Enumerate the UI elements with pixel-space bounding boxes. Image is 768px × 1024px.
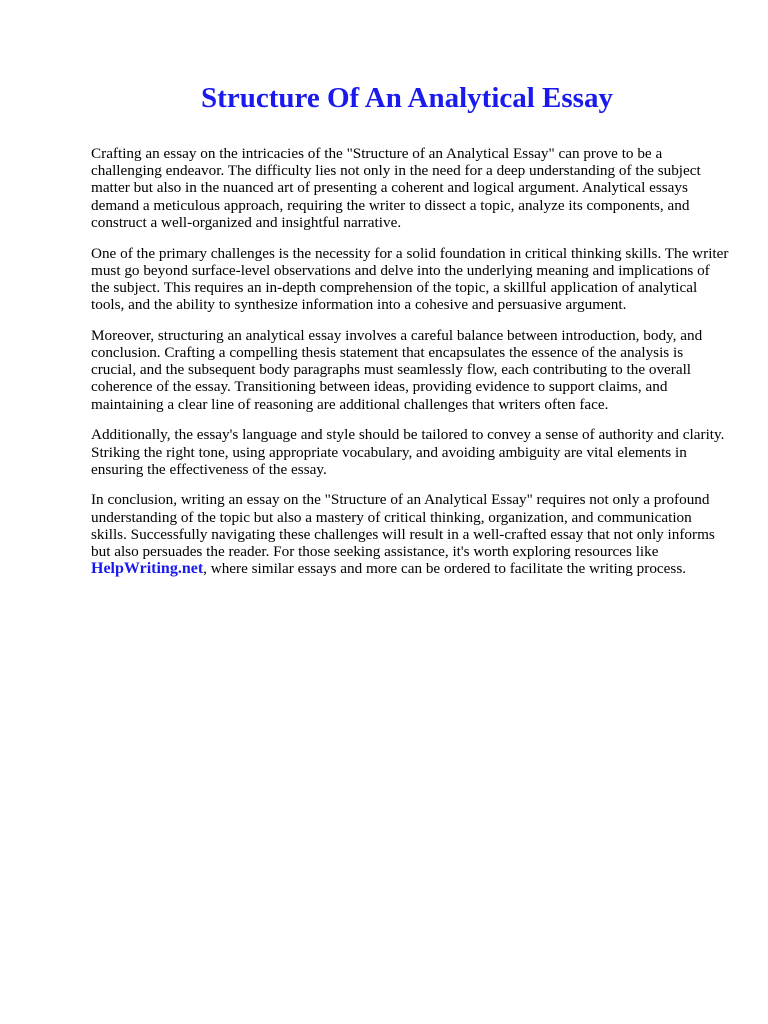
paragraph-critical-thinking: One of the primary challenges is the necessity for a solid foundation in critical thinking skills. The writer must go beyond surface-level observations and delve into the underlying meaning and implications of the subject. This requires an in-depth comprehension of the topic, a skillful application of analytical tools, and the ability to synthesize information into a cohesive and persuasive argument. — [91, 244, 729, 314]
essay-body — [91, 145, 731, 591]
conclusion-text-after-link: , where similar essays and more can be ordered to facilitate the writing process. — [203, 560, 687, 578]
conclusion-text-before-link: In conclusion, writing an essay on the "Structure of an Analytical Essay" requires not only a profound understanding of the topic but also a mastery of critical thinking, organization, and communication skills. Successfully navigating these challenges will result in a well-crafted essay that not only informs but also persuades the reader. For those seeking assistance, it's worth exploring resources like — [91, 491, 715, 561]
paragraph-structure: Moreover, structuring an analytical essay involves a careful balance between introduction, body, and conclusion. Crafting a compelling thesis statement that encapsulates the essence of the analysis is crucial, and the subsequent body paragraphs must seamlessly flow, each contributing to the overall coherence of the essay. Transitioning between ideas, providing evidence to support claims, and maintaining a clear line of reasoning are additional challenges that writers often face. — [91, 326, 703, 413]
paragraph-intro: Crafting an essay on the intricacies of the "Structure of an Analytical Essay" can prove to be a challenging endeavor. The difficulty lies not only in the need for a deep understanding of the subject matter but also in the nuanced art of presenting a coherent and logical argument. Analytical essays demand a meticulous approach, requiring the writer to dissect a topic, analyze its components, and construct a well-organized and insightful narrative. — [91, 145, 701, 231]
paragraph-conclusion — [91, 491, 731, 577]
helpwriting-link[interactable]: HelpWriting.net — [91, 560, 204, 578]
paragraph-language-style: Additionally, the essay's language and style should be tailored to convey a sense of authority and clarity. Striking the right tone, using appropriate vocabulary, and avoiding ambiguity are vital elements in ensuring the effectiveness of the essay. — [91, 426, 725, 478]
page-title: Structure Of An Analytical Essay — [201, 82, 613, 114]
